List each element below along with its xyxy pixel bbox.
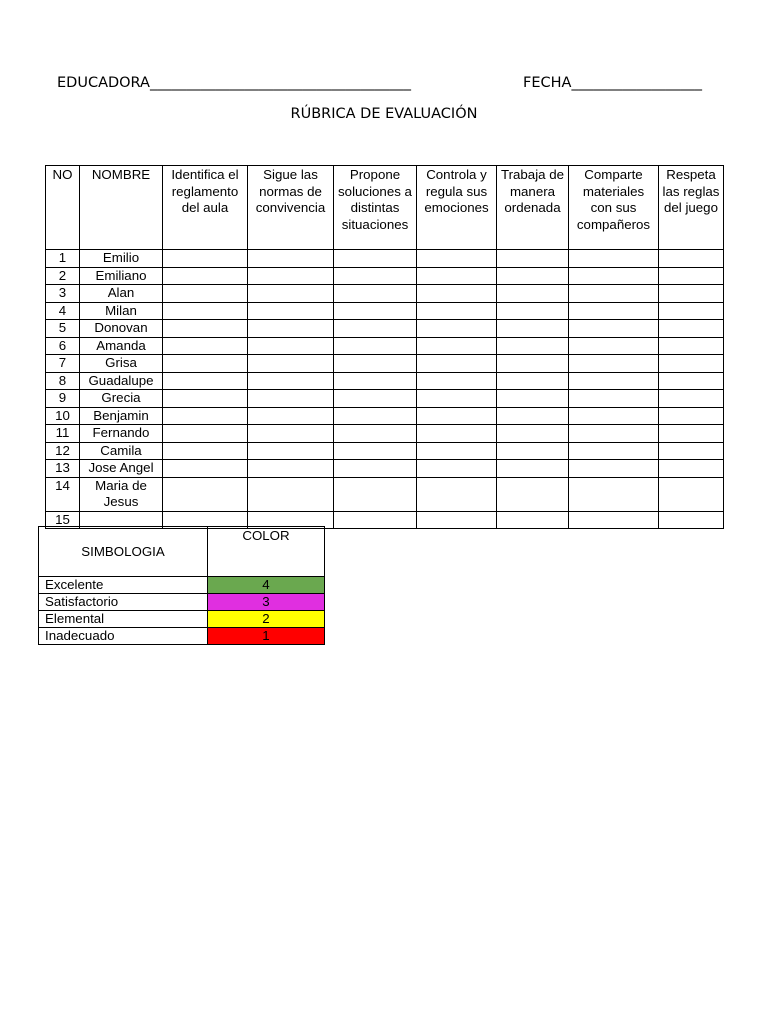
score-cell[interactable] xyxy=(248,407,334,425)
table-row xyxy=(46,477,724,511)
score-cell[interactable] xyxy=(659,285,724,303)
student-name: Grisa xyxy=(80,355,163,373)
score-cell[interactable] xyxy=(497,302,569,320)
score-cell[interactable] xyxy=(163,355,248,373)
score-cell[interactable] xyxy=(497,337,569,355)
score-cell[interactable] xyxy=(163,460,248,478)
score-cell[interactable] xyxy=(334,460,417,478)
score-cell[interactable] xyxy=(248,390,334,408)
column-header: NO xyxy=(46,166,80,250)
score-cell[interactable] xyxy=(334,390,417,408)
score-cell[interactable] xyxy=(334,250,417,268)
legend-header-simbologia: SIMBOLOGIA xyxy=(39,527,208,577)
fecha-field: FECHA__________________ xyxy=(523,75,702,91)
legend-row xyxy=(39,611,325,628)
table-row xyxy=(46,320,724,338)
score-cell[interactable] xyxy=(569,425,659,443)
legend-color-swatch: 2 xyxy=(208,611,325,628)
legend-color-swatch: 1 xyxy=(208,628,325,645)
evaluation-table xyxy=(45,165,724,529)
score-cell[interactable] xyxy=(659,442,724,460)
score-cell[interactable] xyxy=(497,250,569,268)
score-cell[interactable] xyxy=(417,337,497,355)
score-cell[interactable] xyxy=(497,407,569,425)
student-name: Benjamin xyxy=(80,407,163,425)
student-name: Fernando xyxy=(80,425,163,443)
table-row xyxy=(46,442,724,460)
table-row xyxy=(46,425,724,443)
score-cell[interactable] xyxy=(163,390,248,408)
score-cell[interactable] xyxy=(248,250,334,268)
score-cell[interactable] xyxy=(334,477,417,511)
score-cell[interactable] xyxy=(334,511,417,529)
score-cell[interactable] xyxy=(659,320,724,338)
column-header: Sigue las normas de convivencia xyxy=(248,166,334,250)
score-cell[interactable] xyxy=(248,477,334,511)
score-cell[interactable] xyxy=(417,372,497,390)
column-header: Identifica el reglamento del aula xyxy=(163,166,248,250)
score-cell[interactable] xyxy=(248,285,334,303)
score-cell[interactable] xyxy=(417,407,497,425)
score-cell[interactable] xyxy=(659,302,724,320)
score-cell[interactable] xyxy=(497,390,569,408)
score-cell[interactable] xyxy=(248,302,334,320)
score-cell[interactable] xyxy=(659,425,724,443)
score-cell[interactable] xyxy=(659,407,724,425)
row-number: 13 xyxy=(46,460,80,478)
column-header: NOMBRE xyxy=(80,166,163,250)
score-cell[interactable] xyxy=(569,267,659,285)
score-cell[interactable] xyxy=(163,372,248,390)
score-cell[interactable] xyxy=(659,477,724,511)
score-cell[interactable] xyxy=(497,460,569,478)
score-cell[interactable] xyxy=(163,477,248,511)
score-cell[interactable] xyxy=(334,320,417,338)
score-cell[interactable] xyxy=(569,372,659,390)
header-row xyxy=(57,75,724,95)
student-name: Emiliano xyxy=(80,267,163,285)
table-row xyxy=(46,250,724,268)
score-cell[interactable] xyxy=(497,320,569,338)
score-cell[interactable] xyxy=(334,267,417,285)
score-cell[interactable] xyxy=(248,320,334,338)
score-cell[interactable] xyxy=(569,442,659,460)
score-cell[interactable] xyxy=(569,250,659,268)
score-cell[interactable] xyxy=(497,372,569,390)
score-cell[interactable] xyxy=(248,442,334,460)
row-number: 11 xyxy=(46,425,80,443)
score-cell[interactable] xyxy=(334,425,417,443)
row-number: 8 xyxy=(46,372,80,390)
row-number: 12 xyxy=(46,442,80,460)
legend-label: Excelente xyxy=(39,577,208,594)
score-cell[interactable] xyxy=(163,267,248,285)
score-cell[interactable] xyxy=(497,285,569,303)
table-row xyxy=(46,460,724,478)
table-row xyxy=(46,390,724,408)
legend-table xyxy=(38,526,325,645)
score-cell[interactable] xyxy=(497,355,569,373)
score-cell[interactable] xyxy=(569,477,659,511)
score-cell[interactable] xyxy=(248,337,334,355)
score-cell[interactable] xyxy=(248,267,334,285)
score-cell[interactable] xyxy=(163,407,248,425)
score-cell[interactable] xyxy=(417,460,497,478)
legend-row xyxy=(39,628,325,645)
score-cell[interactable] xyxy=(659,460,724,478)
legend-label: Inadecuado xyxy=(39,628,208,645)
legend-header-color: COLOR xyxy=(208,527,325,577)
score-cell[interactable] xyxy=(163,425,248,443)
page-title: RÚBRICA DE EVALUACIÓN xyxy=(290,106,478,122)
student-name: Emilio xyxy=(80,250,163,268)
score-cell[interactable] xyxy=(569,407,659,425)
table-header-row xyxy=(46,166,724,250)
score-cell[interactable] xyxy=(417,285,497,303)
table-body xyxy=(46,250,724,529)
row-number: 14 xyxy=(46,477,80,511)
score-cell[interactable] xyxy=(334,302,417,320)
score-cell[interactable] xyxy=(569,320,659,338)
row-number: 6 xyxy=(46,337,80,355)
score-cell[interactable] xyxy=(417,390,497,408)
row-number: 5 xyxy=(46,320,80,338)
score-cell[interactable] xyxy=(659,372,724,390)
legend-color-swatch: 4 xyxy=(208,577,325,594)
student-name: Milan xyxy=(80,302,163,320)
score-cell[interactable] xyxy=(417,302,497,320)
row-number: 7 xyxy=(46,355,80,373)
student-name: Guadalupe xyxy=(80,372,163,390)
score-cell[interactable] xyxy=(334,407,417,425)
student-name: Alan xyxy=(80,285,163,303)
score-cell[interactable] xyxy=(248,372,334,390)
column-header: Comparte materiales con sus compañeros xyxy=(569,166,659,250)
score-cell[interactable] xyxy=(417,477,497,511)
educadora-field: EDUCADORA____________________________________ xyxy=(57,75,411,91)
score-cell[interactable] xyxy=(417,511,497,529)
score-cell[interactable] xyxy=(334,337,417,355)
score-cell[interactable] xyxy=(417,267,497,285)
row-number: 2 xyxy=(46,267,80,285)
score-cell[interactable] xyxy=(334,355,417,373)
legend-row xyxy=(39,594,325,611)
score-cell[interactable] xyxy=(248,425,334,443)
score-cell[interactable] xyxy=(569,460,659,478)
score-cell[interactable] xyxy=(497,267,569,285)
score-cell[interactable] xyxy=(417,442,497,460)
score-cell[interactable] xyxy=(248,355,334,373)
legend-color-swatch: 3 xyxy=(208,594,325,611)
score-cell[interactable] xyxy=(659,511,724,529)
student-name: Camila xyxy=(80,442,163,460)
score-cell[interactable] xyxy=(659,355,724,373)
score-cell[interactable] xyxy=(417,425,497,443)
row-number: 9 xyxy=(46,390,80,408)
score-cell[interactable] xyxy=(569,390,659,408)
student-name: Maria de Jesus xyxy=(80,477,163,511)
score-cell[interactable] xyxy=(659,250,724,268)
score-cell[interactable] xyxy=(569,355,659,373)
student-name: Donovan xyxy=(80,320,163,338)
score-cell[interactable] xyxy=(417,320,497,338)
score-cell[interactable] xyxy=(163,250,248,268)
score-cell[interactable] xyxy=(569,337,659,355)
student-name: Amanda xyxy=(80,337,163,355)
score-cell[interactable] xyxy=(163,285,248,303)
score-cell[interactable] xyxy=(569,302,659,320)
column-header: Controla y regula sus emociones xyxy=(417,166,497,250)
score-cell[interactable] xyxy=(569,285,659,303)
column-header: Propone soluciones a distintas situaciones xyxy=(334,166,417,250)
score-cell[interactable] xyxy=(659,337,724,355)
row-number: 4 xyxy=(46,302,80,320)
row-number: 3 xyxy=(46,285,80,303)
row-number: 1 xyxy=(46,250,80,268)
score-cell[interactable] xyxy=(248,460,334,478)
score-cell[interactable] xyxy=(497,442,569,460)
score-cell[interactable] xyxy=(659,390,724,408)
table-row xyxy=(46,302,724,320)
score-cell[interactable] xyxy=(497,511,569,529)
score-cell[interactable] xyxy=(163,337,248,355)
column-header: Trabaja de manera ordenada xyxy=(497,166,569,250)
table-row xyxy=(46,355,724,373)
score-cell[interactable] xyxy=(497,477,569,511)
table-row xyxy=(46,337,724,355)
score-cell[interactable] xyxy=(334,442,417,460)
score-cell[interactable] xyxy=(417,250,497,268)
score-cell[interactable] xyxy=(334,285,417,303)
score-cell[interactable] xyxy=(569,511,659,529)
legend-header-row xyxy=(39,527,325,577)
table-row xyxy=(46,407,724,425)
legend-label: Elemental xyxy=(39,611,208,628)
student-name: Jose Angel xyxy=(80,460,163,478)
score-cell[interactable] xyxy=(163,302,248,320)
row-number: 10 xyxy=(46,407,80,425)
legend-row xyxy=(39,577,325,594)
student-name: Grecia xyxy=(80,390,163,408)
legend-label: Satisfactorio xyxy=(39,594,208,611)
row-number: 15 xyxy=(46,511,80,529)
score-cell[interactable] xyxy=(334,372,417,390)
score-cell[interactable] xyxy=(497,425,569,443)
column-header: Respeta las reglas del juego xyxy=(659,166,724,250)
score-cell[interactable] xyxy=(163,320,248,338)
score-cell[interactable] xyxy=(659,267,724,285)
table-row xyxy=(46,285,724,303)
score-cell[interactable] xyxy=(417,355,497,373)
table-row xyxy=(46,372,724,390)
table-row xyxy=(46,267,724,285)
score-cell[interactable] xyxy=(163,442,248,460)
